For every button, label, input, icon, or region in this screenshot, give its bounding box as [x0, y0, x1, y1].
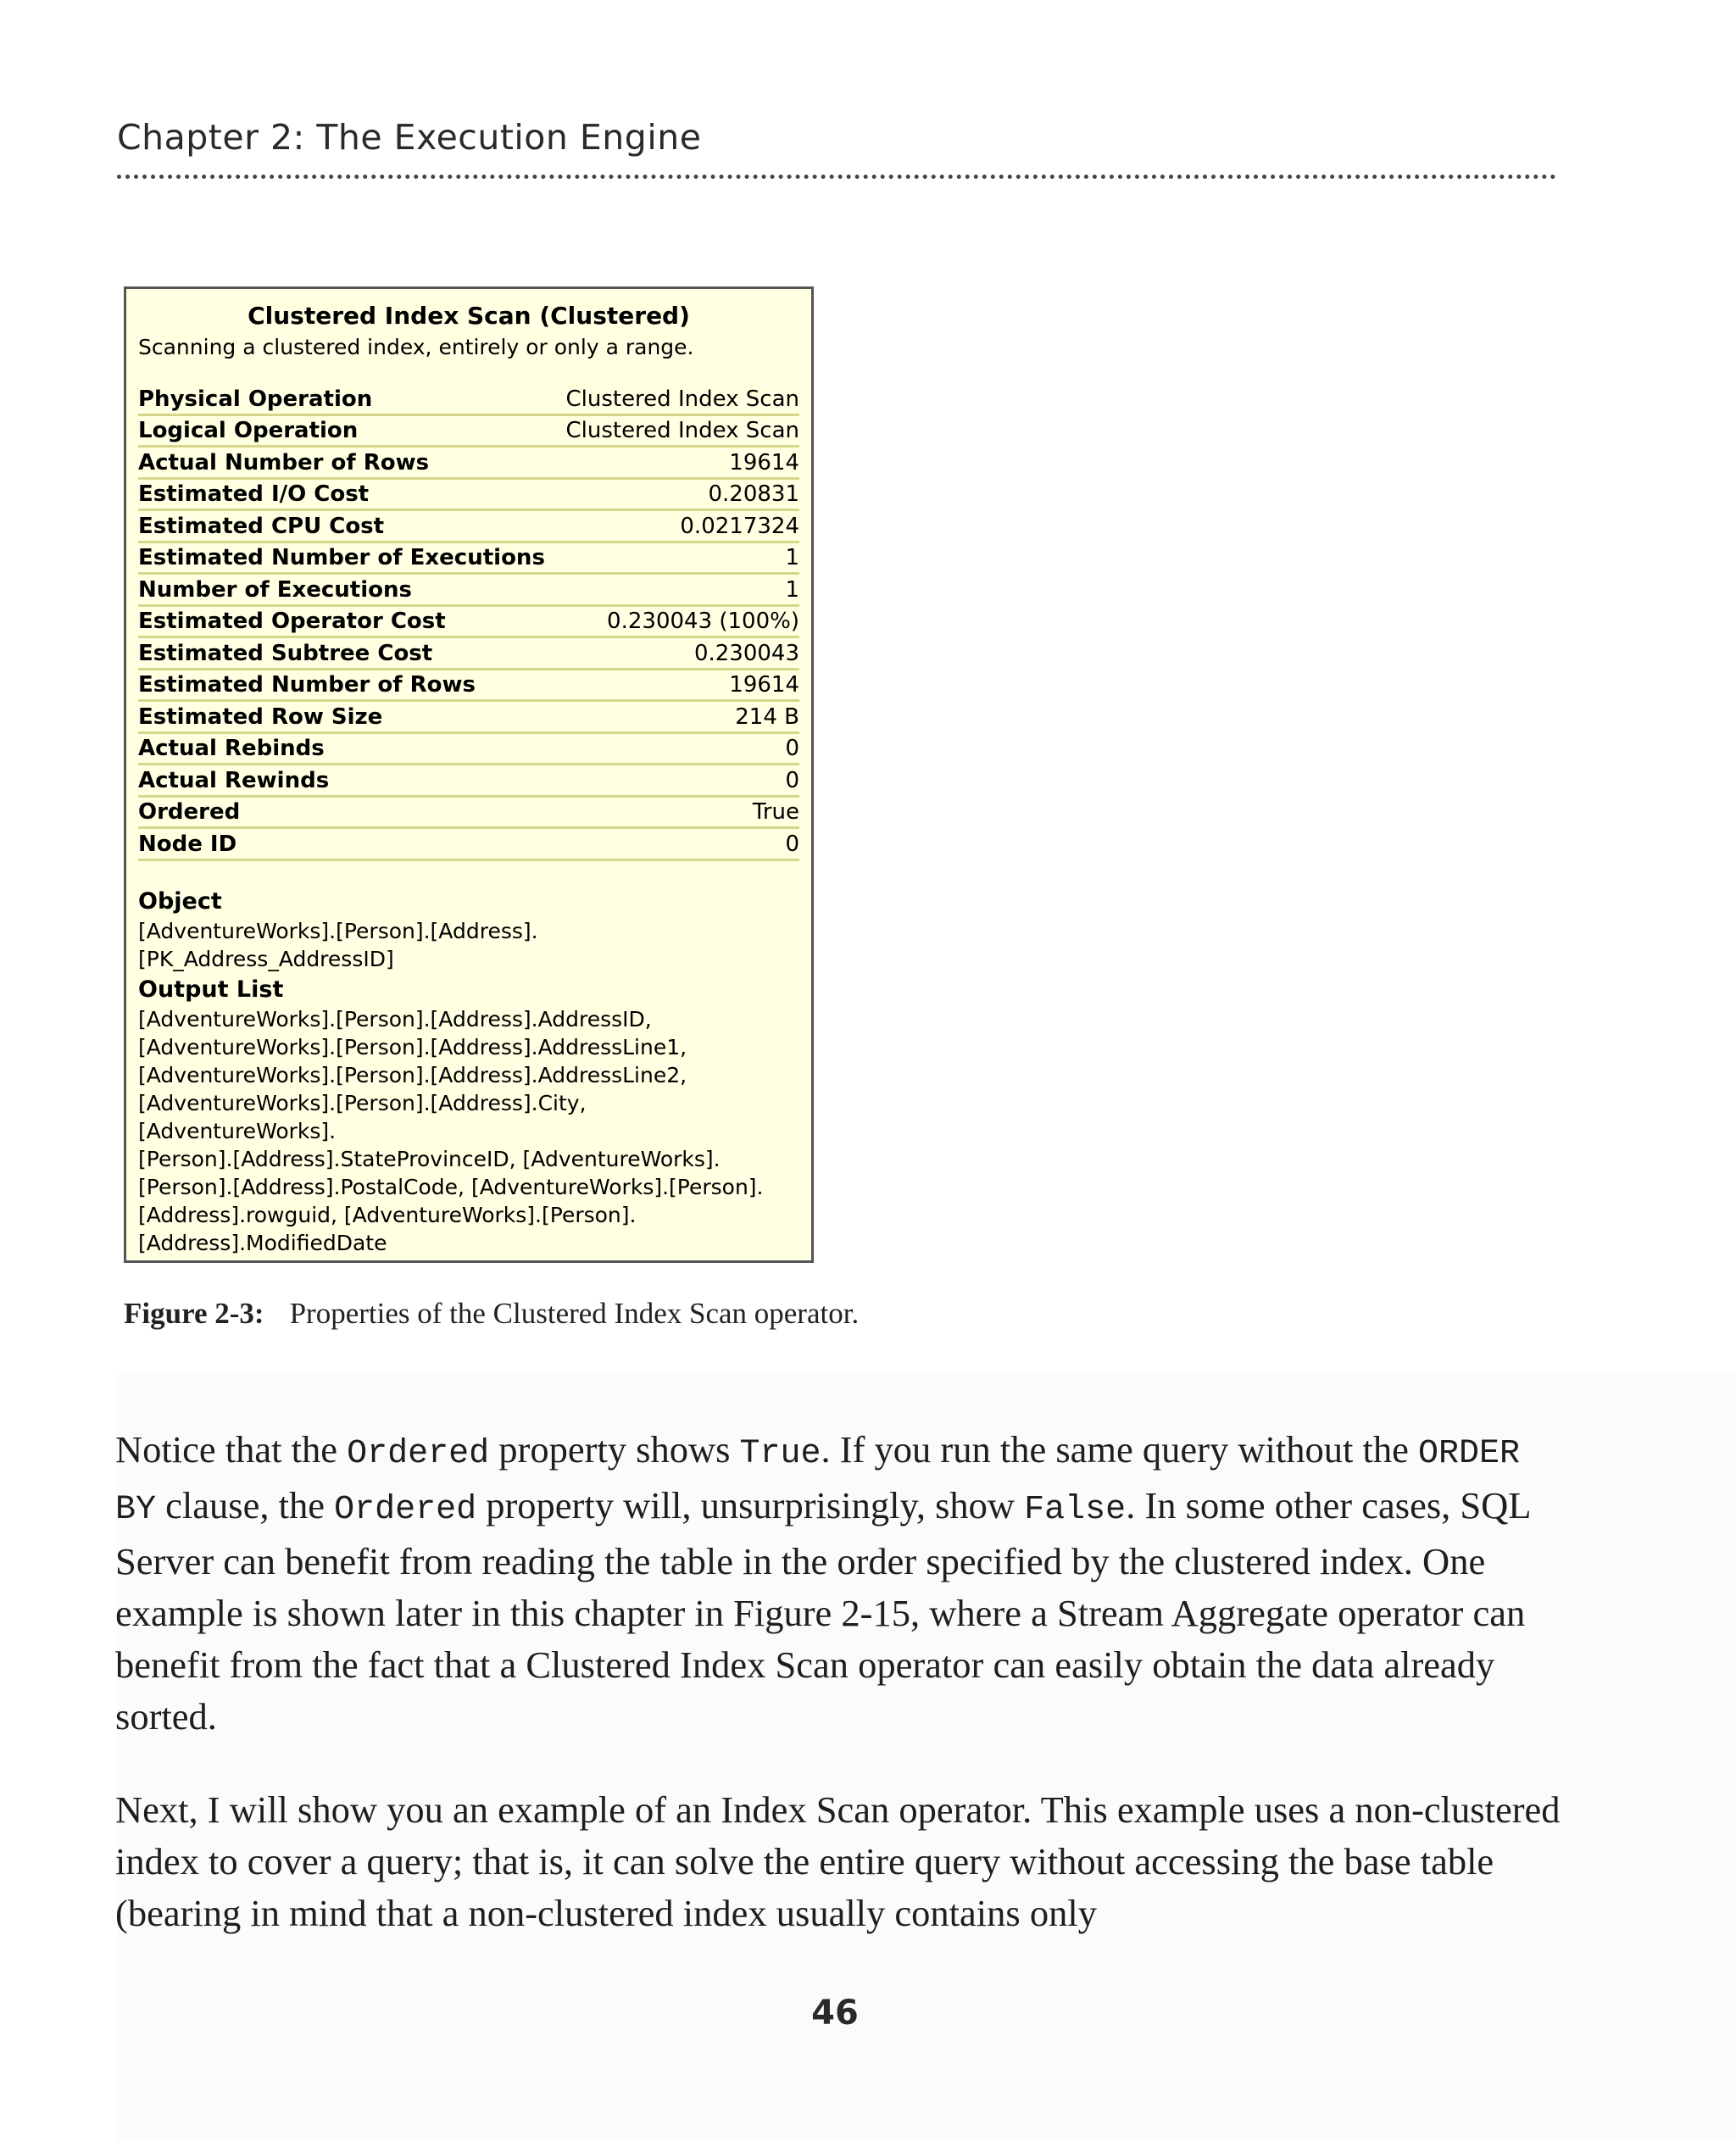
property-row [138, 607, 799, 639]
output-line: [AdventureWorks].[Person].[Address].AddressLine1, [138, 1034, 687, 1059]
property-row [138, 416, 799, 448]
output-line: [Address].ModifiedDate [138, 1230, 387, 1255]
property-row [138, 384, 799, 416]
property-name: Actual Number of Rows [138, 449, 430, 475]
object-line: [PK_Address_AddressID] [138, 946, 394, 971]
property-value: 0.20831 [708, 481, 799, 507]
property-name: Estimated I/O Cost [138, 481, 370, 507]
property-value: 0 [785, 736, 799, 761]
body-paragraph-1 [115, 1424, 1565, 1743]
header-dotted-rule [117, 175, 1556, 179]
property-row [138, 702, 799, 734]
para-text: property shows [489, 1428, 740, 1471]
para-text: property will, unsurprisingly, show [476, 1484, 1025, 1527]
para-text: Notice that the [115, 1428, 348, 1471]
tooltip-title: Clustered Index Scan (Clustered) [248, 302, 690, 330]
code-ordered: Ordered [334, 1491, 477, 1529]
property-value: 0 [785, 831, 799, 857]
property-name: Node ID [138, 831, 237, 857]
property-row [138, 638, 799, 670]
property-name: Ordered [138, 799, 241, 825]
property-value: 1 [785, 545, 799, 570]
output-line: [Person].[Address].StateProvinceID, [AdventureWorks]. [138, 1146, 721, 1171]
property-value: 0 [785, 767, 799, 793]
operator-properties-tooltip [124, 286, 814, 1263]
property-value: 0.230043 [693, 640, 799, 666]
page-number: 46 [811, 1994, 859, 2033]
property-row [138, 798, 799, 830]
property-row [138, 480, 799, 512]
property-name: Physical Operation [138, 386, 373, 412]
property-value: 1 [785, 576, 799, 603]
output-line: [AdventureWorks].[Person].[Address].City, [AdventureWorks]. [138, 1090, 587, 1143]
object-label: Object [138, 887, 222, 915]
object-value [138, 917, 799, 973]
property-name: Actual Rebinds [138, 736, 325, 761]
tooltip-description: Scanning a clustered index, entirely or only a range. [138, 335, 694, 359]
property-row [138, 511, 799, 543]
running-header: Chapter 2: The Execution Engine [117, 117, 702, 158]
properties-list [138, 384, 799, 861]
property-value: 19614 [729, 672, 799, 698]
output-line: [Person].[Address].PostalCode, [AdventureWorks].[Person]. [138, 1174, 764, 1199]
property-name: Estimated CPU Cost [138, 513, 385, 539]
property-name: Estimated Subtree Cost [138, 640, 433, 666]
output-line: [AdventureWorks].[Person].[Address].AddressID, [138, 1006, 652, 1032]
para-text: . In some other cases, SQL Server can benefit from reading the table in the order specified by the clustered index. One example is shown later in this chapter in Figure 2-15, where a Stream Aggregate operator can benefit from the fact that a Clustered Index Scan operator can easily obtain the data already sorted. [115, 1484, 1530, 1738]
property-row [138, 543, 799, 576]
property-value: True [752, 799, 799, 825]
figure-caption-text: Properties of the Clustered Index Scan operator. [289, 1297, 860, 1330]
property-row [138, 575, 799, 607]
para-text: . If you run the same query without the [821, 1428, 1418, 1471]
object-line: [AdventureWorks].[Person].[Address]. [138, 918, 538, 943]
output-list-label: Output List [138, 976, 284, 1003]
property-name: Logical Operation [138, 418, 359, 443]
property-name: Estimated Number of Rows [138, 672, 476, 698]
property-value: 19614 [729, 449, 799, 475]
property-name: Estimated Operator Cost [138, 609, 446, 634]
property-row [138, 829, 799, 861]
property-name: Actual Rewinds [138, 767, 330, 793]
property-value: 0.0217324 [680, 513, 799, 539]
output-line: [Address].rowguid, [AdventureWorks].[Person]. [138, 1202, 637, 1227]
property-value: Clustered Index Scan [565, 418, 799, 443]
property-name: Estimated Number of Executions [138, 545, 545, 570]
property-name: Estimated Row Size [138, 703, 383, 730]
body-paragraph-2: Next, I will show you an example of an Index Scan operator. This example uses a non-clustered index to cover a query; that is, it can solve the entire query without accessing the base table (bearing in mind that a non-clustered index usually contains only [115, 1788, 1561, 1934]
code-order-by: ORDER BY [115, 1435, 1520, 1529]
output-line: [AdventureWorks].[Person].[Address].AddressLine2, [138, 1062, 687, 1087]
property-row [138, 765, 799, 798]
para-text: clause, the [156, 1484, 335, 1527]
property-value: Clustered Index Scan [565, 386, 799, 412]
code-false: False [1024, 1491, 1127, 1529]
property-value: 0.230043 (100%) [607, 609, 799, 634]
property-row [138, 670, 799, 703]
property-row [138, 448, 799, 480]
code-ordered: Ordered [347, 1435, 490, 1473]
property-name: Number of Executions [138, 576, 412, 603]
output-list-value [138, 1005, 782, 1257]
code-true: True [739, 1435, 821, 1473]
property-value: 214 B [735, 703, 799, 730]
property-row [138, 734, 799, 766]
figure-label: Figure 2-3: [124, 1297, 264, 1330]
figure-caption [124, 1297, 859, 1331]
